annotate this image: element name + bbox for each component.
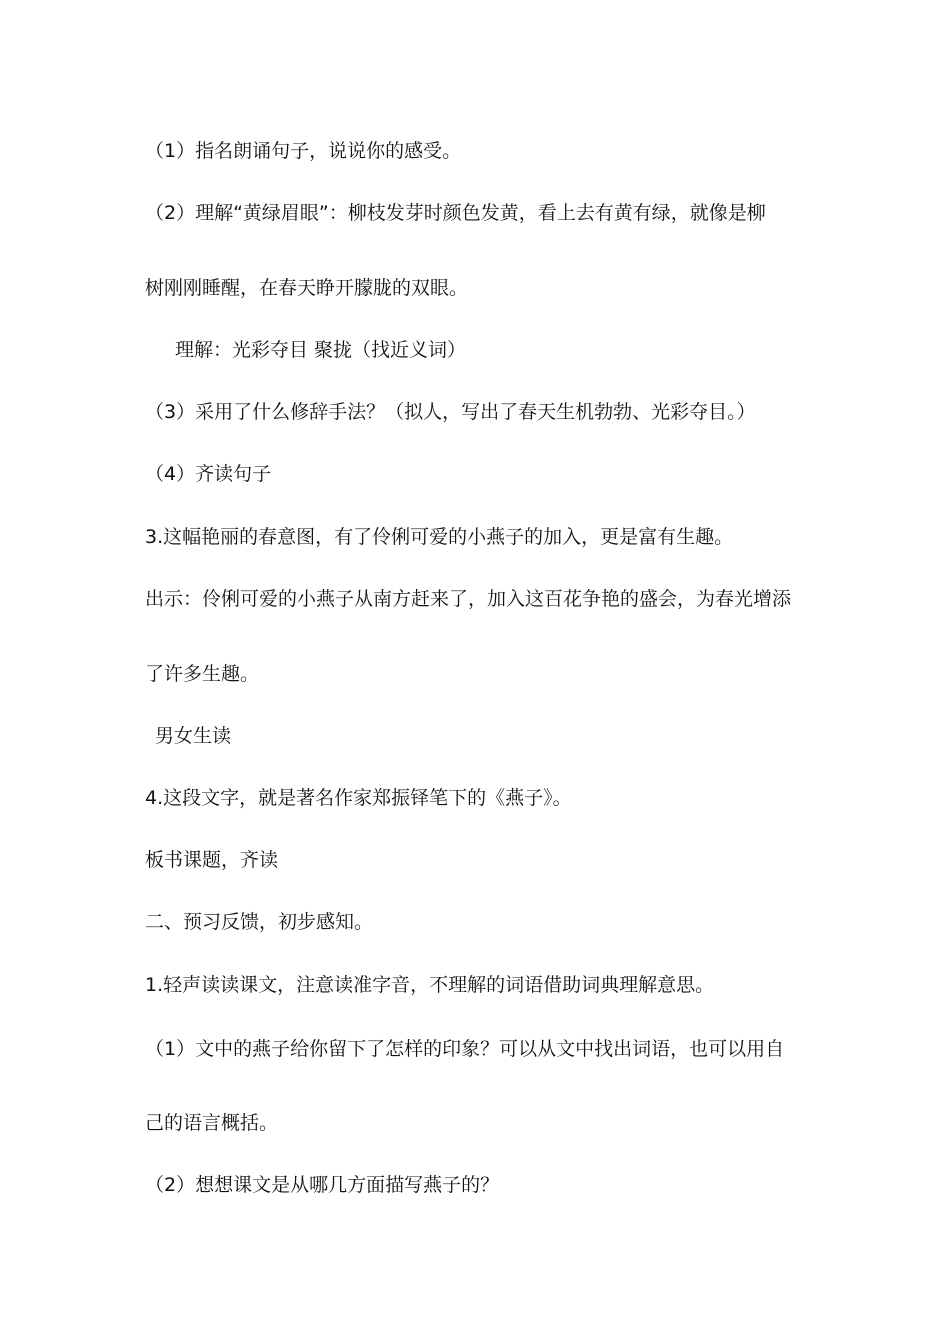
section-heading: 二、预习反馈，初步感知。 xyxy=(145,911,374,933)
paragraph-6-line-1: 出示：伶俐可爱的小燕子从南方赶来了，加入这百花争艳的盛会，为春光增添 xyxy=(145,588,792,610)
paragraph-6-line-2: 了许多生趣。 xyxy=(145,663,260,685)
paragraph-4: （4）齐读句子 xyxy=(145,463,272,485)
paragraph-12: （2）想想课文是从哪几方面描写燕子的？ xyxy=(145,1174,500,1196)
paragraph-2-line-1: （2）理解“黄绿眉眼”：柳枝发芽时颜色发黄，看上去有黄有绿，就像是柳 xyxy=(145,202,766,224)
paragraph-2-line-2: 树刚刚睡醒，在春天睁开朦胧的双眼。 xyxy=(145,277,469,299)
paragraph-7: 男女生读 xyxy=(155,725,232,747)
paragraph-3: （3）采用了什么修辞手法？（拟人，写出了春天生机勃勃、光彩夺目。） xyxy=(145,401,756,423)
paragraph-5: 3.这幅艳丽的春意图，有了伶俐可爱的小燕子的加入，更是富有生趣。 xyxy=(145,526,734,548)
paragraph-1: （1）指名朗诵句子，说说你的感受。 xyxy=(145,140,462,162)
paragraph-understand: 理解：光彩夺目 聚拢（找近义词） xyxy=(175,339,467,361)
paragraph-10: 1.轻声读读课文，注意读准字音，不理解的词语借助词典理解意思。 xyxy=(145,974,715,996)
paragraph-9: 板书课题，齐读 xyxy=(145,849,279,871)
paragraph-8: 4.这段文字，就是著名作家郑振铎笔下的《燕子》。 xyxy=(145,787,572,809)
paragraph-11-line-1: （1）文中的燕子给你留下了怎样的印象？可以从文中找出词语，也可以用自 xyxy=(145,1038,785,1060)
paragraph-11-line-2: 己的语言概括。 xyxy=(145,1112,279,1134)
